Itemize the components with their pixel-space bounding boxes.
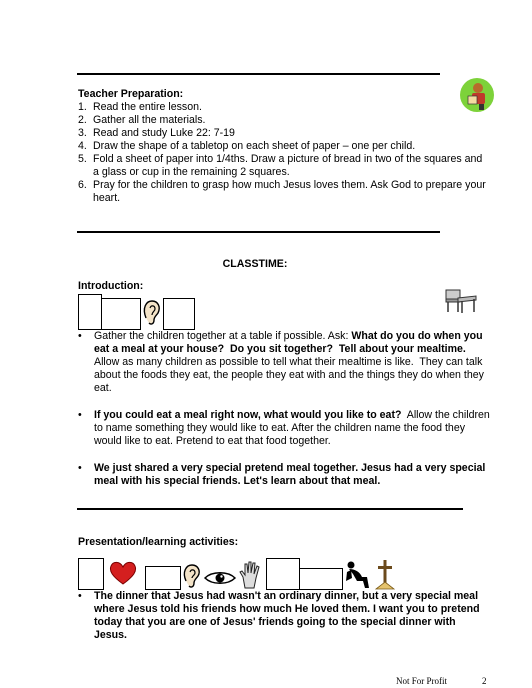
heart-icon xyxy=(108,560,138,586)
teacher-prep-item xyxy=(78,179,498,205)
presentation-blank-box-2 xyxy=(145,566,181,590)
teacher-prep-item-text: a glass or cup in the remaining 2 squares. xyxy=(93,166,290,178)
section-rule xyxy=(77,231,440,233)
teacher-prep-item-number: 6. xyxy=(78,179,87,191)
bullet-line xyxy=(94,369,498,382)
bullet-line xyxy=(94,435,498,448)
kneeling-person-icon xyxy=(343,560,373,590)
teacher-prep-item xyxy=(78,114,498,127)
teacher-prep-item xyxy=(78,140,498,153)
teacher-prep-item-text: Gather all the materials. xyxy=(93,114,206,126)
bold-text: What do you do when you xyxy=(351,330,483,342)
presentation-blank-box-3 xyxy=(266,558,300,590)
bullet-line xyxy=(94,382,498,395)
teacher-prep-item-number: 2. xyxy=(78,114,87,126)
teacher-prep-item-number: 3. xyxy=(78,127,87,139)
body-text: Allow the children xyxy=(401,409,490,421)
teacher-prep-item-text: Read the entire lesson. xyxy=(93,101,202,113)
presentation-bullets xyxy=(78,590,498,642)
bullet-line xyxy=(94,475,498,488)
presentation-bullet xyxy=(78,590,498,642)
bold-text: where Jesus told his friends how much He loved them. I want you to pretend xyxy=(94,603,480,615)
teacher-prep-item xyxy=(78,127,498,140)
intro-blank-box-2 xyxy=(101,298,141,330)
teacher-prep-heading: Teacher Preparation: xyxy=(78,88,184,100)
body-text: to name something they would like to eat. After the children name the food they xyxy=(94,422,466,434)
teacher-prep-item-number: 1. xyxy=(78,101,87,113)
body-text: about the foods they eat, the people they eat with and the things they do when they xyxy=(94,369,484,381)
bullet-line xyxy=(94,590,498,603)
introduction-bullet xyxy=(78,330,498,395)
body-text: eat. xyxy=(94,382,112,394)
bold-text: The dinner that Jesus had wasn't an ordinary dinner, but a very special meal xyxy=(94,590,479,602)
body-text: Gather the children together at a table if possible. Ask: xyxy=(94,330,352,342)
introduction-bullet xyxy=(78,462,498,488)
body-text: would like to eat. Pretend to eat that food together. xyxy=(94,435,331,447)
bullet-line xyxy=(94,422,498,435)
top-rule xyxy=(77,73,440,75)
intro-blank-box-3 xyxy=(163,298,195,330)
bullet-line xyxy=(94,616,498,629)
bold-text: If you could eat a meal right now, what would you like to eat? xyxy=(94,409,402,421)
table-chair-icon xyxy=(444,286,478,316)
bullet-marker: • xyxy=(78,330,82,342)
bullet-marker: • xyxy=(78,462,82,474)
bullet-line xyxy=(94,629,498,642)
bold-text: Jesus. xyxy=(94,629,127,641)
presentation-blank-box-1 xyxy=(78,558,104,590)
bold-text: meal with his special friends. Let's learn about that meal. xyxy=(94,475,381,487)
teacher-prep-item-text: Read and study Luke 22: 7-19 xyxy=(93,127,235,139)
bullet-line xyxy=(94,356,498,369)
teacher-prep-item-text: Pray for the children to grasp how much Jesus loves them. Ask God to prepare your xyxy=(93,179,486,191)
bullet-line xyxy=(94,343,498,356)
introduction-bullets xyxy=(78,330,498,488)
ear-icon xyxy=(140,298,162,328)
teacher-prep-list xyxy=(78,101,498,205)
intro-blank-box-1 xyxy=(78,294,102,330)
teacher-prep-item-number: 4. xyxy=(78,140,87,152)
section-rule-2 xyxy=(77,508,463,510)
hand-icon xyxy=(238,560,262,590)
bullet-marker: • xyxy=(78,409,82,421)
introduction-bullet xyxy=(78,409,498,448)
teacher-prep-item-text: heart. xyxy=(93,192,121,204)
introduction-heading: Introduction: xyxy=(78,280,144,292)
presentation-heading: Presentation/learning activities: xyxy=(78,536,239,548)
bullet-line xyxy=(94,462,498,475)
teacher-prep-item-text: Draw the shape of a tabletop on each sheet of paper – one per child. xyxy=(93,140,416,152)
body-text: Allow as many children as possible to tell what their mealtime is like. They can talk xyxy=(94,356,483,368)
classtime-heading: CLASSTIME: xyxy=(222,258,288,270)
footer-label: Not For Profit xyxy=(396,676,448,686)
ear-icon xyxy=(180,562,202,590)
bold-text: eat a meal at your house? Do you sit together? Tell about your mealtime. xyxy=(94,343,466,355)
presentation-blank-box-4 xyxy=(299,568,343,590)
teacher-prep-item xyxy=(78,101,498,114)
bullet-line xyxy=(94,330,498,343)
page-number: 2 xyxy=(482,676,487,686)
cross-icon xyxy=(375,558,395,590)
teacher-prep-item-text: Fold a sheet of paper into 1/4ths. Draw a picture of bread in two of the squares and xyxy=(93,153,483,165)
bullet-line xyxy=(94,603,498,616)
eye-icon xyxy=(204,570,236,586)
bullet-marker: • xyxy=(78,590,82,602)
teacher-prep-item-number: 5. xyxy=(78,153,87,165)
bold-text: We just shared a very special pretend meal together. Jesus had a very special xyxy=(94,462,486,474)
teacher-prep-item xyxy=(78,153,498,179)
bold-text: today that you are one of Jesus' friends going to the special dinner with xyxy=(94,616,456,628)
bullet-line xyxy=(94,409,498,422)
